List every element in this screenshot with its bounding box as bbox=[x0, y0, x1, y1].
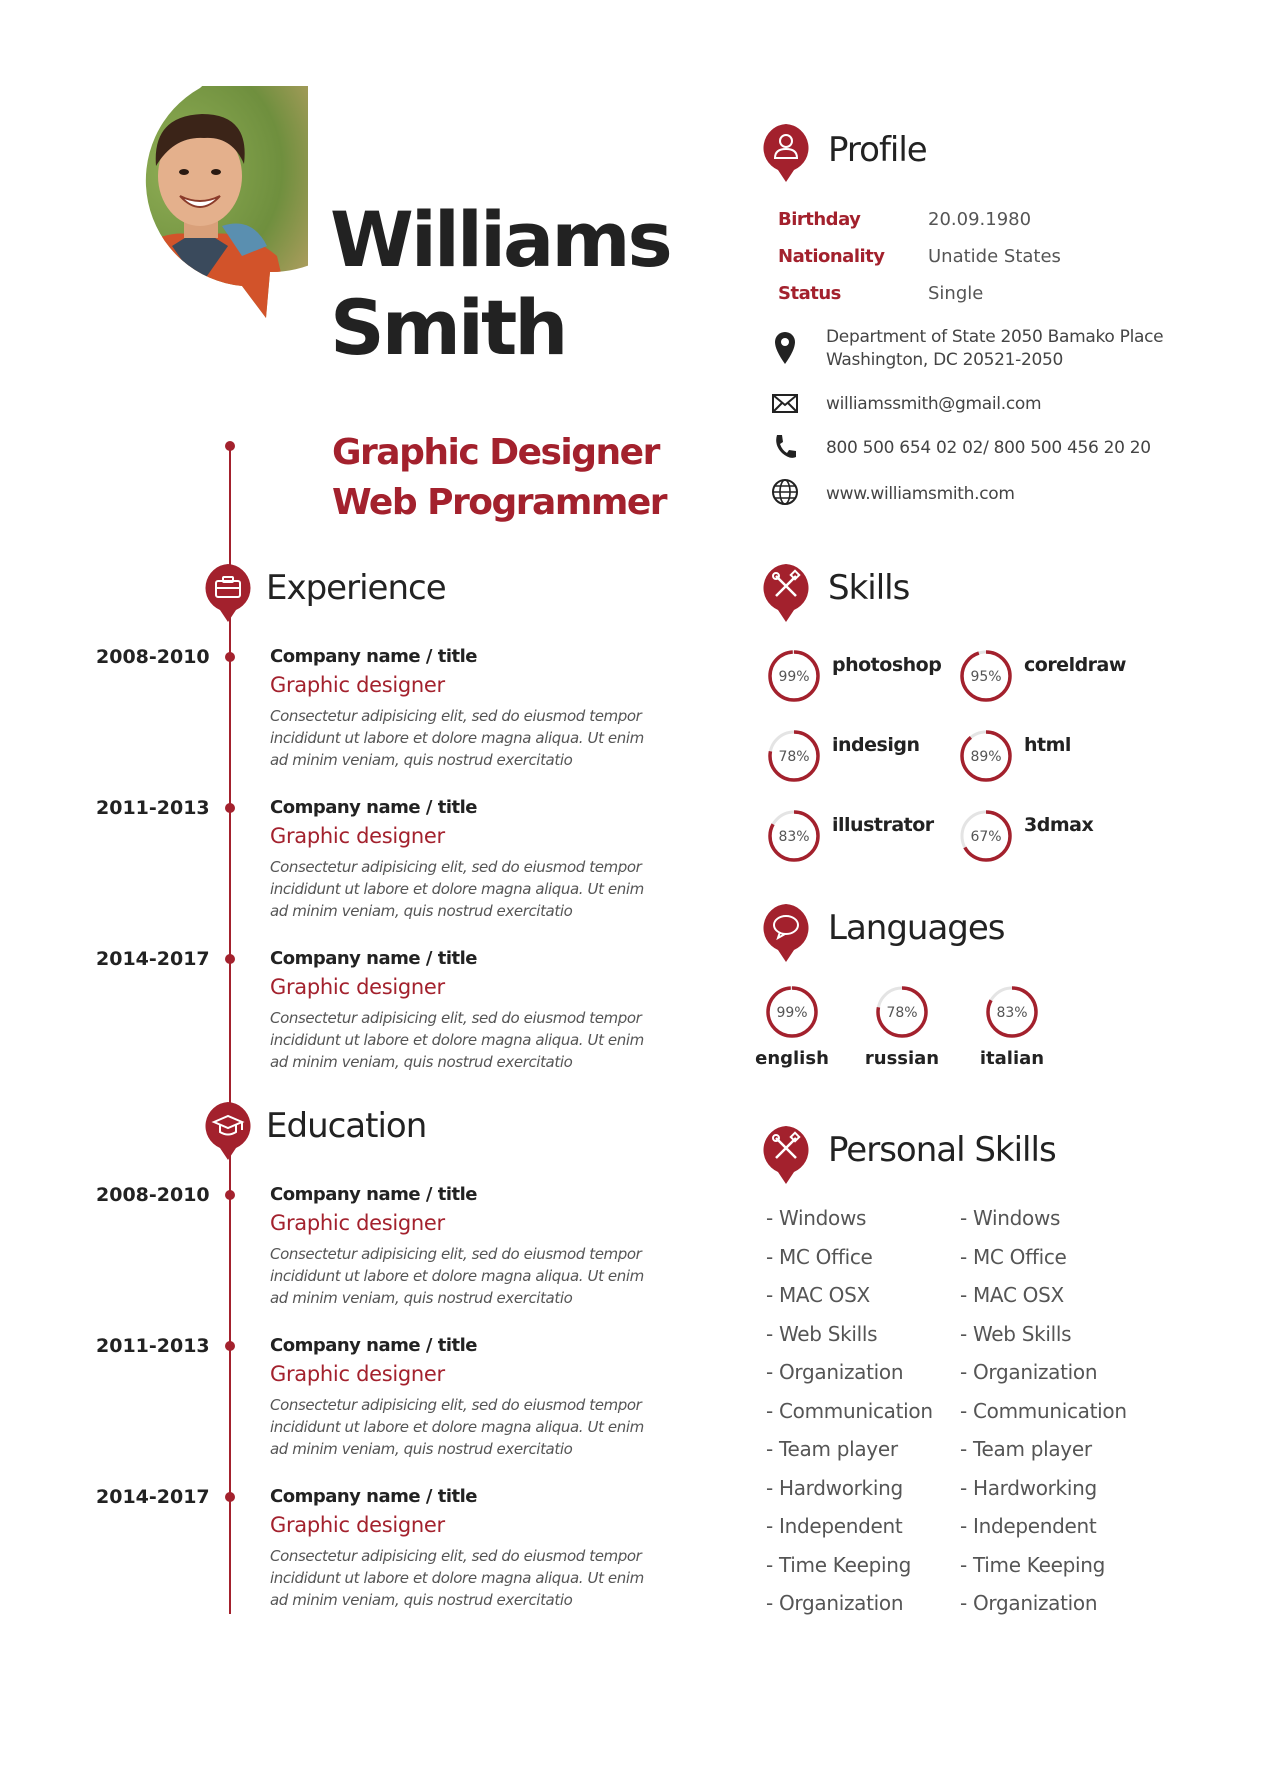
personal-skill-item: - Organization bbox=[766, 1591, 904, 1615]
skill-ring-illustrator bbox=[766, 808, 822, 864]
personal-skill-item: - Communication bbox=[960, 1398, 1127, 1423]
entry-role: Graphic designer bbox=[270, 1513, 445, 1537]
personal-skill-item: - Hardworking bbox=[960, 1475, 1097, 1500]
language-label: italian bbox=[979, 1048, 1045, 1069]
user-icon bbox=[760, 122, 812, 184]
education-years-2: 2011-2013 bbox=[96, 1335, 210, 1357]
nationality-value: Unatide States bbox=[928, 246, 1061, 267]
experience-entry bbox=[270, 948, 660, 1073]
skill-label: html bbox=[1024, 734, 1071, 756]
personal-skill-item: - Team player bbox=[960, 1437, 1092, 1461]
education-heading: Education bbox=[266, 1106, 427, 1146]
timeline-dot bbox=[225, 652, 235, 662]
entry-description: Consectetur adipisicing elit, sed do eiusmod tempor incididunt ut labore et dolore magna aliqua. Ut enim ad minim veniam, quis nostrud exercitatio bbox=[270, 707, 644, 769]
personal-skill-item: - MAC OSX bbox=[766, 1283, 870, 1307]
entry-role: Graphic designer bbox=[270, 673, 445, 697]
graduation-cap-icon bbox=[202, 1100, 254, 1162]
role-line-2: Web Programmer bbox=[332, 482, 667, 523]
skill-label: coreldraw bbox=[1024, 654, 1126, 676]
speech-bubble-icon bbox=[760, 902, 812, 964]
experience-entry bbox=[270, 797, 660, 922]
entry-description: Consectetur adipisicing elit, sed do eiusmod tempor incididunt ut labore et dolore magna aliqua. Ut enim ad minim veniam, quis nostrud exercitatio bbox=[270, 858, 644, 920]
personal-skill-item: - MC Office bbox=[960, 1244, 1067, 1269]
ring-percent: 89% bbox=[970, 749, 1002, 765]
experience-years-3: 2014-2017 bbox=[96, 948, 210, 970]
mail-icon bbox=[770, 392, 800, 422]
ring-percent: 78% bbox=[886, 1005, 918, 1021]
entry-role: Graphic designer bbox=[270, 1362, 445, 1386]
skill-label: indesign bbox=[832, 734, 920, 756]
experience-years-2: 2011-2013 bbox=[96, 797, 210, 819]
last-name: Smith bbox=[330, 283, 566, 372]
languages-heading: Languages bbox=[828, 908, 1005, 948]
timeline-dot bbox=[225, 1492, 235, 1502]
personal-skill-item: - Independent bbox=[766, 1514, 903, 1538]
nationality-label: Nationality bbox=[778, 246, 885, 267]
education-years-1: 2008-2010 bbox=[96, 1184, 210, 1206]
personal-skill-item: - MC Office bbox=[766, 1244, 873, 1269]
timeline-dot bbox=[225, 954, 235, 964]
language-ring-italian bbox=[984, 984, 1040, 1040]
personal-skill-item: - Communication bbox=[766, 1398, 933, 1423]
ring-percent: 78% bbox=[778, 749, 810, 765]
personal-skill-item: - Windows bbox=[766, 1206, 867, 1230]
entry-description: Consectetur adipisicing elit, sed do eiusmod tempor incididunt ut labore et dolore magna aliqua. Ut enim ad minim veniam, quis nostrud exercitatio bbox=[270, 1245, 644, 1307]
address-line-1: Department of State 2050 Bamako Place bbox=[826, 327, 1164, 347]
entry-role: Graphic designer bbox=[270, 1211, 445, 1235]
ring-percent: 99% bbox=[778, 669, 810, 685]
ring-percent: 67% bbox=[970, 829, 1002, 845]
personal-skill-item: - Time Keeping bbox=[960, 1552, 1106, 1577]
experience-years-1: 2008-2010 bbox=[96, 646, 210, 668]
education-entry bbox=[270, 1184, 660, 1309]
skill-ring-coreldraw bbox=[958, 648, 1014, 704]
tools-icon bbox=[760, 1124, 812, 1186]
entry-role: Graphic designer bbox=[270, 824, 445, 848]
entry-description: Consectetur adipisicing elit, sed do eiusmod tempor incididunt ut labore et dolore magna aliqua. Ut enim ad minim veniam, quis nostrud exercitatio bbox=[270, 1396, 644, 1458]
personal-skill-item: - Independent bbox=[960, 1514, 1097, 1538]
skill-label: 3dmax bbox=[1024, 814, 1094, 836]
personal-skill-item: - Time Keeping bbox=[766, 1552, 912, 1577]
language-ring-english bbox=[764, 984, 820, 1040]
language-ring-russian bbox=[874, 984, 930, 1040]
location-pin-icon bbox=[770, 330, 800, 360]
experience-entry bbox=[270, 646, 660, 771]
address bbox=[826, 326, 1163, 372]
ring-percent: 83% bbox=[996, 1005, 1028, 1021]
skills-heading: Skills bbox=[828, 568, 910, 608]
experience-heading: Experience bbox=[266, 568, 446, 608]
entry-description: Consectetur adipisicing elit, sed do eiusmod tempor incididunt ut labore et dolore magna aliqua. Ut enim ad minim veniam, quis nostrud exercitatio bbox=[270, 1547, 644, 1609]
company-title: Company name / title bbox=[270, 646, 477, 667]
personal-skill-item: - Organization bbox=[960, 1591, 1098, 1615]
birthday-label: Birthday bbox=[778, 209, 861, 230]
ring-percent: 95% bbox=[970, 669, 1002, 685]
timeline-dot bbox=[225, 803, 235, 813]
globe-icon bbox=[770, 477, 800, 507]
avatar bbox=[92, 86, 308, 320]
ring-percent: 83% bbox=[778, 829, 810, 845]
skill-label: photoshop bbox=[832, 654, 942, 676]
entry-description: Consectetur adipisicing elit, sed do eiusmod tempor incididunt ut labore et dolore magna aliqua. Ut enim ad minim veniam, quis nostrud exercitatio bbox=[270, 1009, 644, 1071]
timeline-dot bbox=[225, 1341, 235, 1351]
status-value: Single bbox=[928, 283, 984, 304]
status-label: Status bbox=[778, 283, 841, 304]
language-label: russian bbox=[864, 1048, 940, 1069]
personal-skill-item: - Organization bbox=[766, 1360, 904, 1384]
personal-skill-item: - MAC OSX bbox=[960, 1283, 1064, 1307]
skill-ring-html bbox=[958, 728, 1014, 784]
skill-ring-photoshop bbox=[766, 648, 822, 704]
personal-skills-heading: Personal Skills bbox=[828, 1130, 1056, 1170]
personal-skill-item: - Web Skills bbox=[960, 1321, 1072, 1346]
timeline-dot bbox=[225, 441, 235, 451]
ring-percent: 99% bbox=[776, 1005, 808, 1021]
entry-role: Graphic designer bbox=[270, 975, 445, 999]
education-entry bbox=[270, 1335, 660, 1460]
address-line-2: Washington, DC 20521-2050 bbox=[826, 350, 1064, 370]
personal-skill-item: - Windows bbox=[960, 1206, 1061, 1230]
personal-skill-item: - Hardworking bbox=[766, 1475, 903, 1500]
company-title: Company name / title bbox=[270, 797, 477, 818]
company-title: Company name / title bbox=[270, 1486, 477, 1507]
skill-label: illustrator bbox=[832, 814, 934, 836]
timeline-dot bbox=[225, 1190, 235, 1200]
skill-ring-3dmax bbox=[958, 808, 1014, 864]
job-titles bbox=[332, 428, 666, 528]
education-years-3: 2014-2017 bbox=[96, 1486, 210, 1508]
role-line-1: Graphic Designer bbox=[332, 432, 659, 473]
company-title: Company name / title bbox=[270, 948, 477, 969]
website-link[interactable]: www.williamsmith.com bbox=[826, 484, 1015, 504]
phone-icon bbox=[770, 432, 800, 462]
personal-skill-item: - Team player bbox=[766, 1437, 898, 1461]
company-title: Company name / title bbox=[270, 1335, 477, 1356]
company-title: Company name / title bbox=[270, 1184, 477, 1205]
phone-number[interactable]: 800 500 654 02 02/ 800 500 456 20 20 bbox=[826, 438, 1151, 458]
email-link[interactable]: williamssmith@gmail.com bbox=[826, 394, 1042, 414]
birthday-value: 20.09.1980 bbox=[928, 209, 1032, 230]
first-name: Williams bbox=[330, 195, 670, 284]
profile-heading: Profile bbox=[828, 130, 927, 170]
education-entry bbox=[270, 1486, 660, 1611]
personal-skill-item: - Web Skills bbox=[766, 1321, 878, 1346]
briefcase-icon bbox=[202, 562, 254, 624]
skill-ring-indesign bbox=[766, 728, 822, 784]
tools-icon bbox=[760, 562, 812, 624]
personal-skill-item: - Organization bbox=[960, 1360, 1098, 1384]
language-label: english bbox=[755, 1048, 829, 1069]
full-name bbox=[330, 196, 670, 372]
